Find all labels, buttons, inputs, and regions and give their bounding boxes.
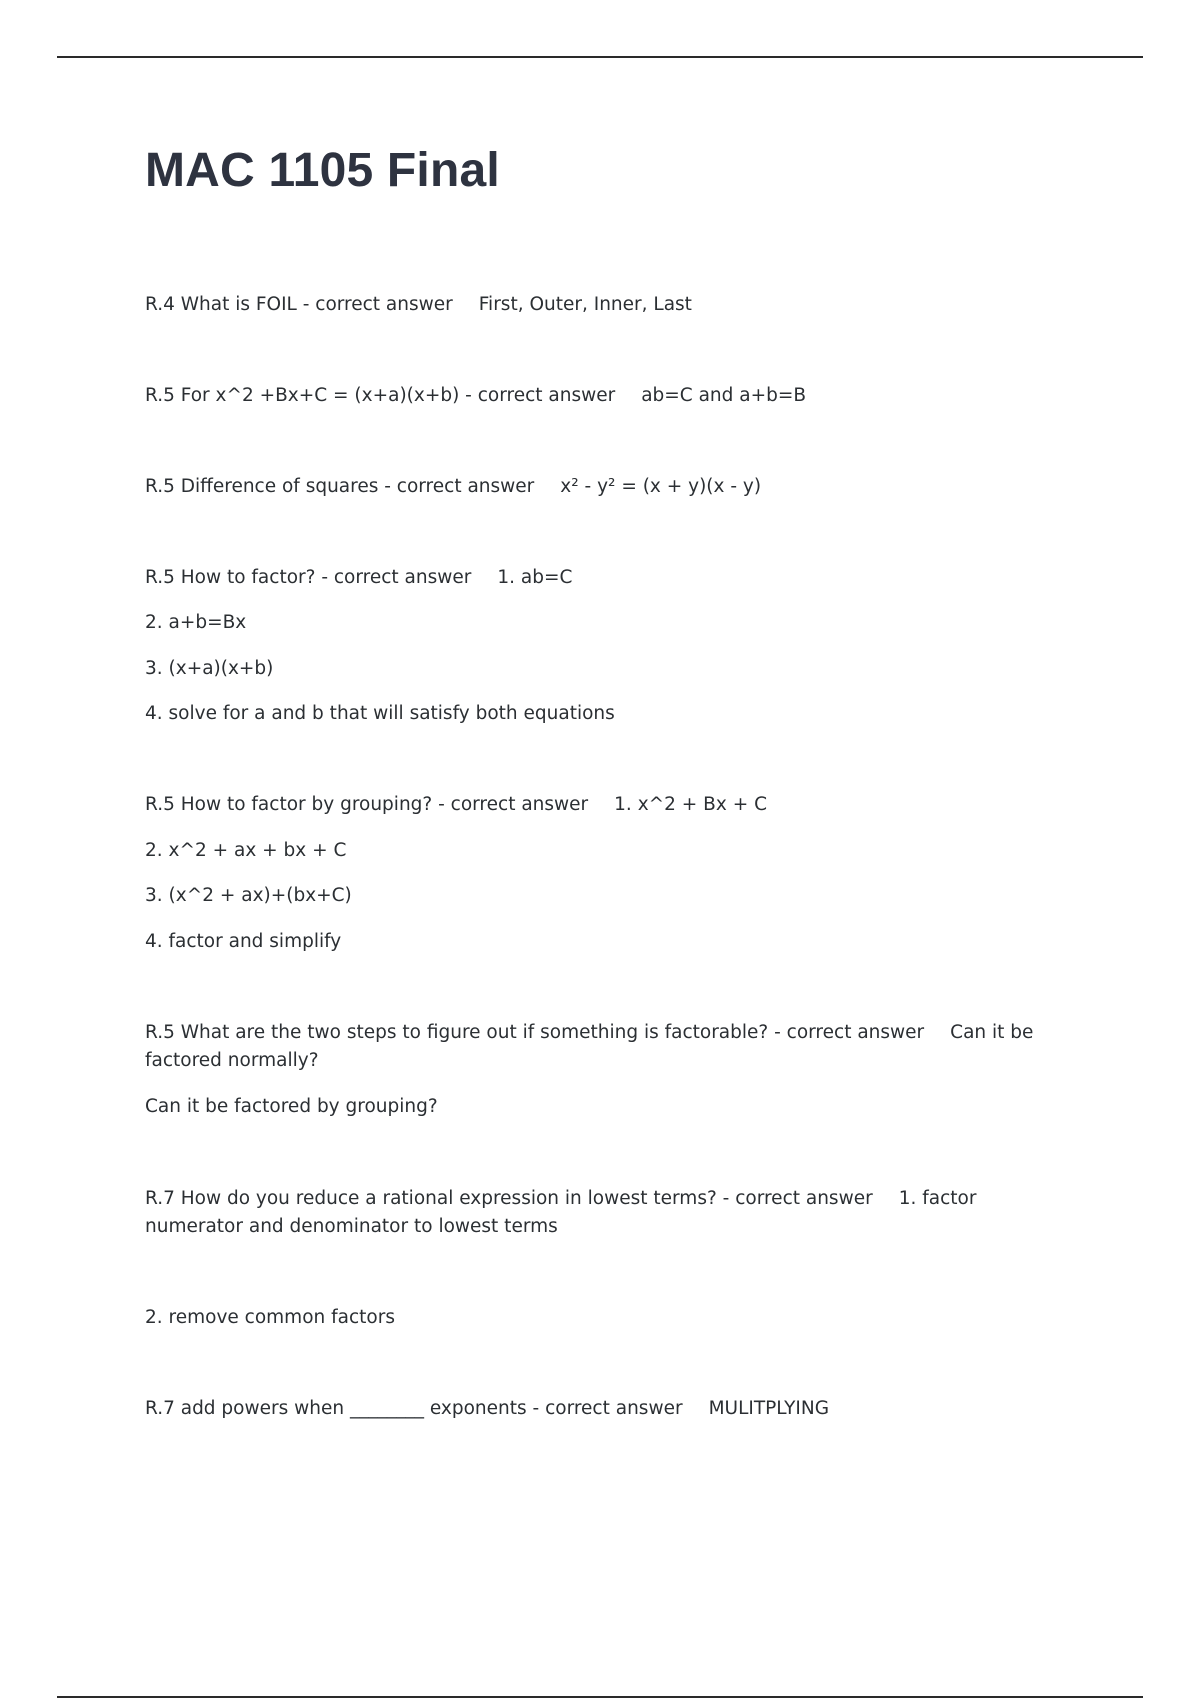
card-answer: Can it be factored normally? <box>145 1022 1034 1071</box>
card-question: R.5 What are the two steps to figure out if something is factorable? - correct answer <box>145 1022 925 1043</box>
card-answer: 1. factor numerator and denominator to lowest terms <box>145 1188 977 1237</box>
top-rule <box>57 56 1143 58</box>
card-difference-of-squares <box>145 473 1075 501</box>
card-foil <box>145 291 1075 319</box>
card-rational-expression <box>145 1185 1075 1241</box>
card-step: 3. (x^2 + ax)+(bx+C) <box>145 885 352 906</box>
card-question: R.7 How do you reduce a rational expression in lowest terms? - correct answer <box>145 1188 873 1209</box>
card-answer: 1. ab=C <box>497 567 573 588</box>
card-step: Can it be factored by grouping? <box>145 1096 438 1117</box>
card-answer: First, Outer, Inner, Last <box>478 294 692 315</box>
card-add-powers <box>145 1395 1075 1423</box>
card-answer: MULITPLYING <box>708 1398 830 1419</box>
card-step: 2. a+b=Bx <box>145 612 247 633</box>
card-question: R.5 How to factor? - correct answer <box>145 567 472 588</box>
card-question: R.5 How to factor by grouping? - correct answer <box>145 794 589 815</box>
card-factor-by-grouping <box>145 791 1075 819</box>
card-trinomial <box>145 382 1075 410</box>
card-step: 4. solve for a and b that will satisfy both equations <box>145 703 615 724</box>
document-title: MAC 1105 Final <box>145 144 500 197</box>
card-question: R.5 Difference of squares - correct answer <box>145 476 535 497</box>
card-how-to-factor <box>145 564 1075 592</box>
card-step: 3. (x+a)(x+b) <box>145 658 274 679</box>
card-step: 4. factor and simplify <box>145 931 342 952</box>
bottom-rule <box>57 1696 1143 1698</box>
card-answer: x² - y² = (x + y)(x - y) <box>560 476 762 497</box>
card-step: 2. x^2 + ax + bx + C <box>145 840 347 861</box>
card-question: R.4 What is FOIL - correct answer <box>145 294 453 315</box>
card-question: R.7 add powers when ________ exponents - correct answer <box>145 1398 683 1419</box>
card-question: R.5 For x^2 +Bx+C = (x+a)(x+b) - correct answer <box>145 385 616 406</box>
card-answer: ab=C and a+b=B <box>641 385 807 406</box>
card-factorable-steps <box>145 1019 1035 1075</box>
card-answer: 1. x^2 + Bx + C <box>614 794 767 815</box>
card-step: 2. remove common factors <box>145 1307 395 1328</box>
